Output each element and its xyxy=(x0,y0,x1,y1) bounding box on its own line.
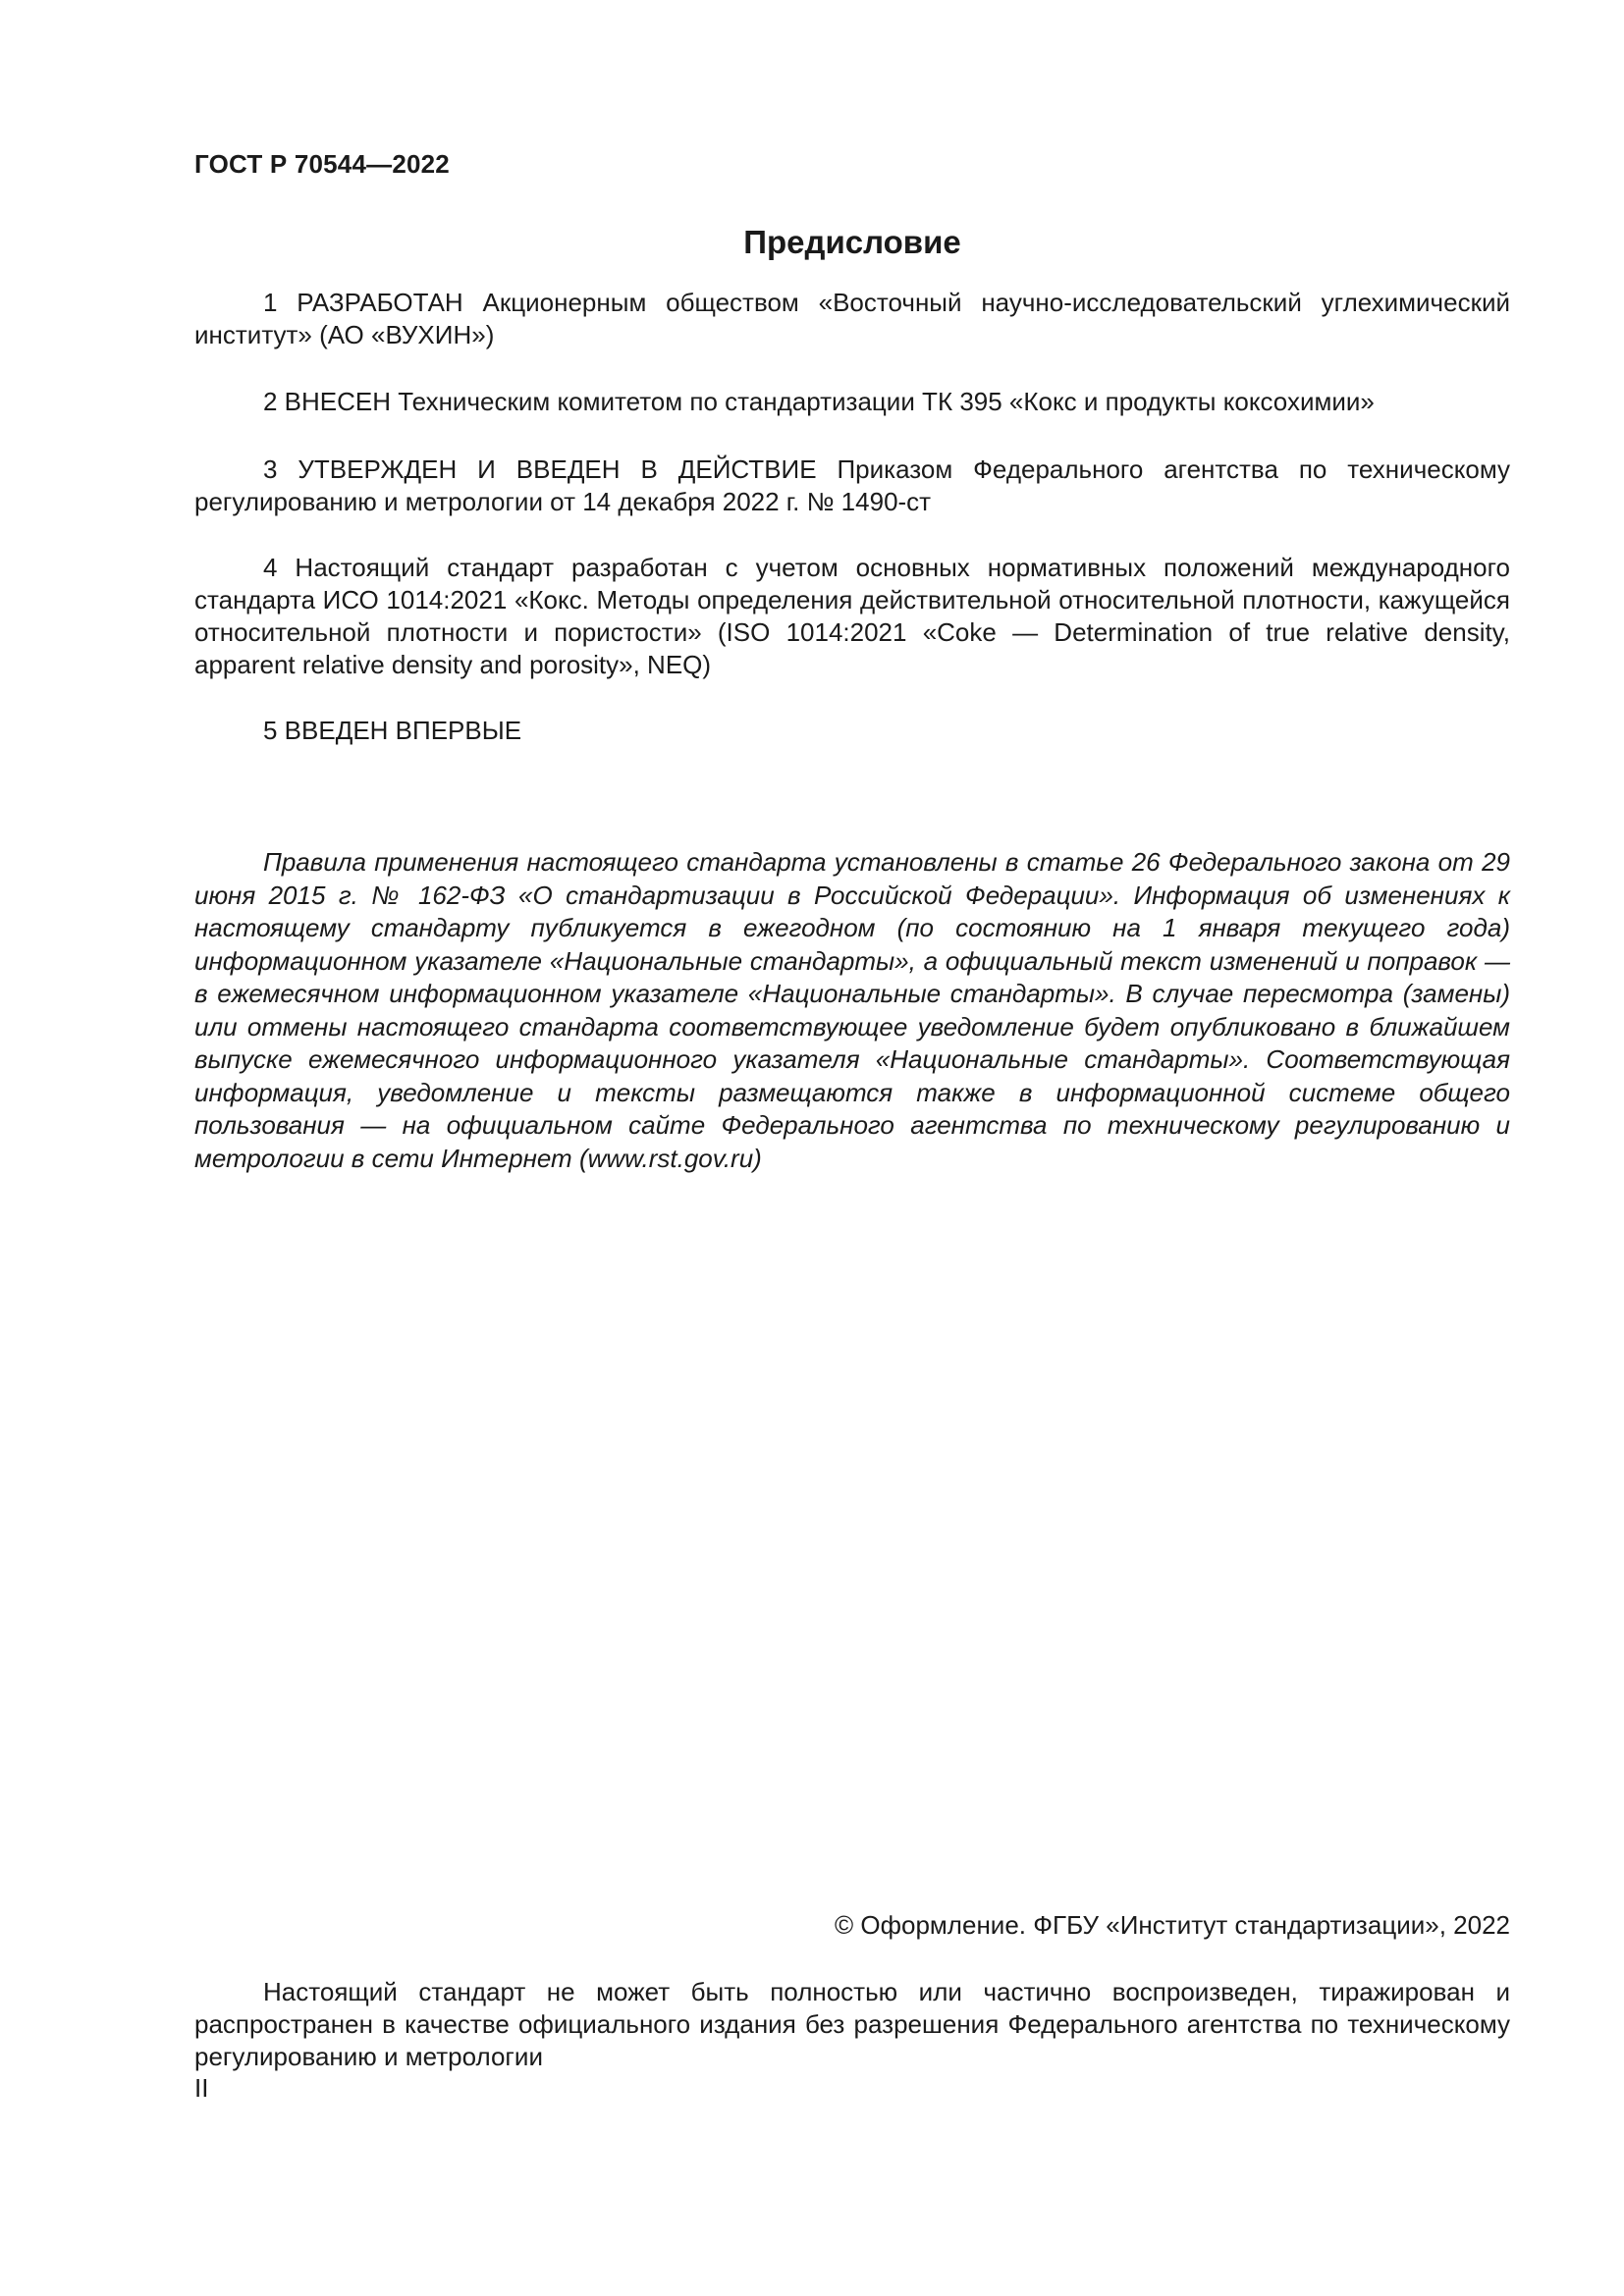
reproduction-notice: Настоящий стандарт не может быть полностью или частично воспроизведен, тиражирован и распространен в качестве официального издания без разрешения Федерального агентства по техническому регулированию и метрологии xyxy=(194,1977,1510,2071)
paragraph-developed-by: 1 РАЗРАБОТАН Акционерным обществом «Восточный научно-исследовательский углехимический институт» (АО «ВУХИН») xyxy=(194,288,1510,349)
page-title: Предисловие xyxy=(743,224,961,260)
standard-code: ГОСТ Р 70544—2022 xyxy=(194,149,450,179)
rules-of-application-notice: Правила применения настоящего стандарта установлены в статье 26 Федерального закона от 29 июня 2015 г. № 162-ФЗ «О стандартизации в Российской Федерации». Информация об изменениях к настоящему стандарту публикуется в ежегодном (по состоянию на 1 января текущего года) информационном указателе «Национальные стандарты», а официальный текст изменений и поправок — в ежемесячном информационном указателе «Национальные стандарты». В случае пересмотра (замены) или отмены настоящего стандарта соответствующее уведомление будет опубликовано в ближайшем выпуске ежемесячного информационного указателя «Национальные стандарты». Соответствующая информация, уведомление и тексты размещаются также в информационной системе общего пользования — на официальном сайте Федерального агентства по техническому регулированию и метрологии в сети Интернет (www.rst.gov.ru) xyxy=(194,847,1510,1173)
page-number: II xyxy=(194,2073,209,2103)
paragraph-approved: 3 УТВЕРЖДЕН И ВВЕДЕН В ДЕЙСТВИЕ Приказом Федерального агентства по техническому регулированию и метрологии от 14 декабря 2022 г. № 1490-ст xyxy=(194,454,1510,516)
paragraph-introduced-by: 2 ВНЕСЕН Техническим комитетом по стандартизации ТК 395 «Кокс и продукты коксохимии» xyxy=(263,387,1375,416)
paragraph-international-basis: 4 Настоящий стандарт разработан с учетом основных нормативных положений международного стандарта ИСО 1014:2021 «Кокс. Методы определения действительной относительной плотности, кажущейся относительной плотности и пористости» (ISO 1014:2021 «Coke — Determination of true relative density, apparent relative density and porosity», NEQ) xyxy=(194,553,1510,679)
paragraph-first-introduced: 5 ВВЕДЕН ВПЕРВЫЕ xyxy=(263,716,522,745)
copyright-line: © Оформление. ФГБУ «Институт стандартизации», 2022 xyxy=(835,1910,1510,1940)
